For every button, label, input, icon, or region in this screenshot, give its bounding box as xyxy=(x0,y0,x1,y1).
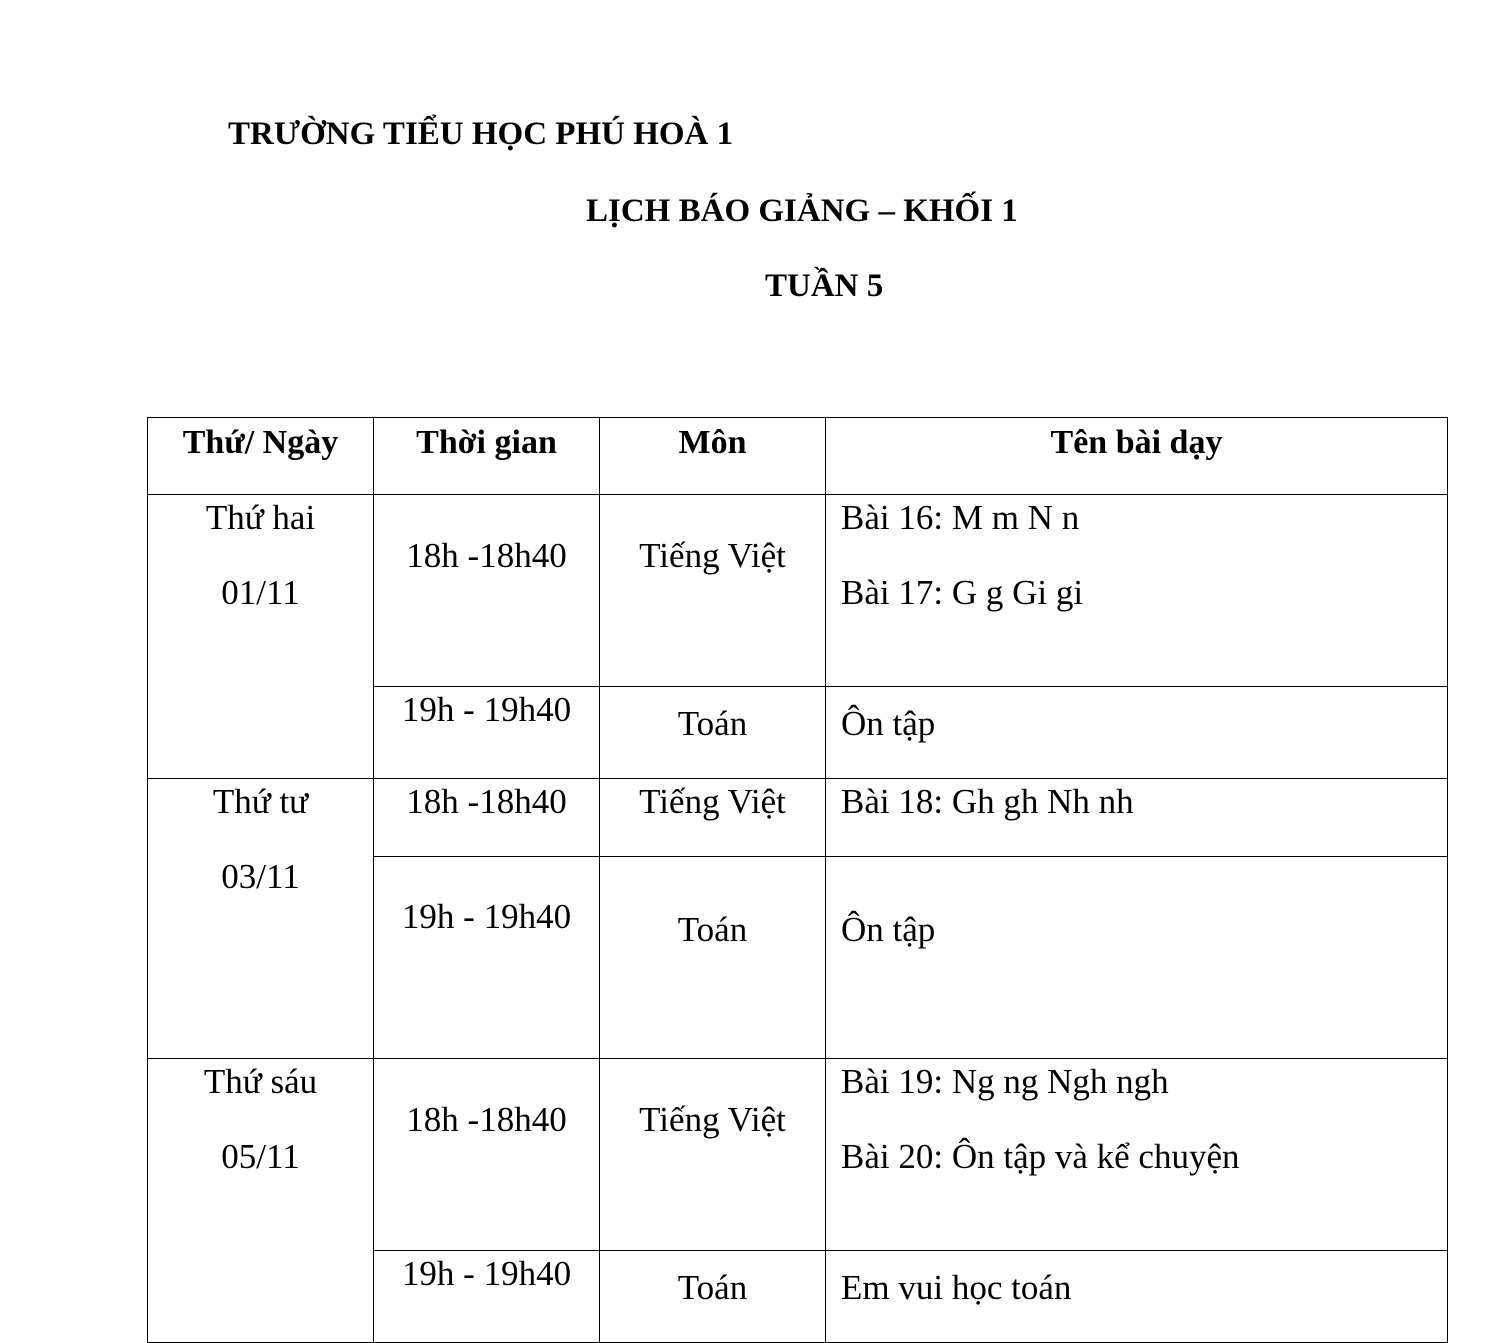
subject-cell: Tiếng Việt xyxy=(600,779,826,857)
day-cell xyxy=(148,495,374,779)
table-row xyxy=(148,1059,1448,1251)
day-cell xyxy=(148,1059,374,1343)
lesson-cell: Em vui học toán xyxy=(826,1251,1448,1343)
lesson-line: Bài 19: Ng ng Ngh ngh xyxy=(841,1062,1169,1101)
day-name: Thứ hai xyxy=(205,498,316,537)
lesson-line: Bài 20: Ôn tập và kể chuyện xyxy=(841,1137,1240,1176)
schedule-table xyxy=(147,417,1448,1343)
lesson-line: Bài 16: M m N n xyxy=(841,498,1080,537)
lesson-cell xyxy=(826,495,1448,687)
subject-cell: Toán xyxy=(600,687,826,779)
table-row xyxy=(148,495,1448,687)
day-cell xyxy=(148,779,374,1059)
time-cell: 18h -18h40 xyxy=(374,779,600,857)
column-header-lesson: Tên bài dạy xyxy=(826,418,1448,495)
table-row xyxy=(148,779,1448,857)
subject-cell: Toán xyxy=(600,857,826,1059)
week-label: TUẦN 5 xyxy=(765,268,884,304)
column-header-time: Thời gian xyxy=(374,418,600,495)
day-date: 03/11 xyxy=(221,857,300,896)
lesson-cell xyxy=(826,1059,1448,1251)
school-name: TRƯỜNG TIỂU HỌC PHÚ HOÀ 1 xyxy=(228,116,734,152)
time-cell: 19h - 19h40 xyxy=(374,857,600,1059)
day-date: 05/11 xyxy=(221,1137,300,1176)
time-cell: 18h -18h40 xyxy=(374,495,600,687)
table-header-row xyxy=(148,418,1448,495)
subject-cell: Tiếng Việt xyxy=(600,1059,826,1251)
column-header-subject: Môn xyxy=(600,418,826,495)
document-title: LỊCH BÁO GIẢNG – KHỐI 1 xyxy=(586,193,1018,229)
day-name: Thứ sáu xyxy=(203,1062,318,1101)
lesson-cell: Bài 18: Gh gh Nh nh xyxy=(826,779,1448,857)
time-cell: 19h - 19h40 xyxy=(374,1251,600,1343)
time-cell: 18h -18h40 xyxy=(374,1059,600,1251)
column-header-day: Thứ/ Ngày xyxy=(148,418,374,495)
subject-cell: Tiếng Việt xyxy=(600,495,826,687)
day-date: 01/11 xyxy=(221,573,300,612)
lesson-cell: Ôn tập xyxy=(826,687,1448,779)
time-cell: 19h - 19h40 xyxy=(374,687,600,779)
subject-cell: Toán xyxy=(600,1251,826,1343)
lesson-cell: Ôn tập xyxy=(826,857,1448,1059)
lesson-line: Bài 17: G g Gi gi xyxy=(841,573,1084,612)
day-name: Thứ tư xyxy=(212,782,309,821)
